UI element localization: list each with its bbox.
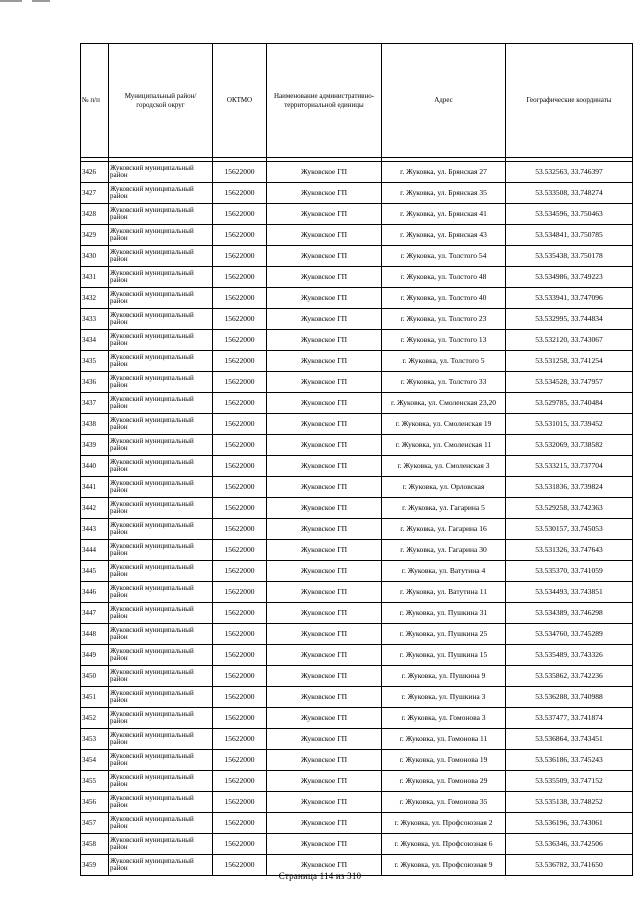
cell-unit: Жуковское ГП (267, 708, 382, 729)
cell-district: Жуковский муниципальный район (109, 393, 213, 414)
cell-oktmo: 15622000 (213, 309, 267, 330)
cell-address: г. Жуковка, ул. Толстого 5 (382, 351, 506, 372)
cell-oktmo: 15622000 (213, 729, 267, 750)
cell-district: Жуковский муниципальный район (109, 750, 213, 771)
header-coords: Географические координаты (506, 44, 633, 158)
cell-district: Жуковский муниципальный район (109, 582, 213, 603)
cell-district: Жуковский муниципальный район (109, 456, 213, 477)
table-row (81, 351, 633, 372)
cell-oktmo: 15622000 (213, 477, 267, 498)
cell-num: 3444 (81, 540, 109, 561)
table-row (81, 540, 633, 561)
cell-unit: Жуковское ГП (267, 771, 382, 792)
cell-coords: 53.531015, 33.739452 (506, 414, 633, 435)
cell-unit: Жуковское ГП (267, 498, 382, 519)
cell-coords: 53.533215, 33.737704 (506, 456, 633, 477)
cell-num: 3455 (81, 771, 109, 792)
cell-district: Жуковский муниципальный район (109, 204, 213, 225)
cell-address: г. Жуковка, ул. Толстого 48 (382, 267, 506, 288)
cell-oktmo: 15622000 (213, 540, 267, 561)
cell-num: 3443 (81, 519, 109, 540)
cell-oktmo: 15622000 (213, 498, 267, 519)
table-row (81, 498, 633, 519)
cell-oktmo: 15622000 (213, 582, 267, 603)
cell-coords: 53.533941, 33.747096 (506, 288, 633, 309)
cell-district: Жуковский муниципальный район (109, 477, 213, 498)
header-num: № п/п (81, 44, 109, 158)
cell-num: 3429 (81, 225, 109, 246)
cell-coords: 53.537477, 33.741874 (506, 708, 633, 729)
cell-num: 3436 (81, 372, 109, 393)
cell-address: г. Жуковка, ул. Пушкина 25 (382, 624, 506, 645)
cell-coords: 53.529258, 33.742363 (506, 498, 633, 519)
header-district: Муниципальный район/городской округ (109, 44, 213, 158)
cell-unit: Жуковское ГП (267, 204, 382, 225)
cell-district: Жуковский муниципальный район (109, 540, 213, 561)
cell-address: г. Жуковка, ул. Смоленская 23,20 (382, 393, 506, 414)
cell-coords: 53.535438, 33.750178 (506, 246, 633, 267)
cell-oktmo: 15622000 (213, 372, 267, 393)
cell-oktmo: 15622000 (213, 519, 267, 540)
cell-coords: 53.532995, 33.744834 (506, 309, 633, 330)
cell-num: 3437 (81, 393, 109, 414)
cell-coords: 53.531258, 33.741254 (506, 351, 633, 372)
cell-address: г. Жуковка, ул. Толстого 54 (382, 246, 506, 267)
table-row (81, 792, 633, 813)
cell-address: г. Жуковка, ул. Пушкина 31 (382, 603, 506, 624)
registry-table (80, 43, 633, 876)
cell-address: г. Жуковка, ул. Брянская 35 (382, 183, 506, 204)
cell-district: Жуковский муниципальный район (109, 792, 213, 813)
cell-district: Жуковский муниципальный район (109, 435, 213, 456)
cell-oktmo: 15622000 (213, 183, 267, 204)
cell-oktmo: 15622000 (213, 750, 267, 771)
cell-num: 3447 (81, 603, 109, 624)
cell-coords: 53.534760, 33.745289 (506, 624, 633, 645)
cell-coords: 53.535138, 33.748252 (506, 792, 633, 813)
cell-oktmo: 15622000 (213, 708, 267, 729)
cell-address: г. Жуковка, ул. Смоленская 11 (382, 435, 506, 456)
cell-district: Жуковский муниципальный район (109, 729, 213, 750)
table-row (81, 519, 633, 540)
cell-oktmo: 15622000 (213, 813, 267, 834)
cell-coords: 53.532120, 33.743067 (506, 330, 633, 351)
cell-district: Жуковский муниципальный район (109, 603, 213, 624)
cell-coords: 53.534528, 33.747957 (506, 372, 633, 393)
cell-address: г. Жуковка, ул. Толстого 40 (382, 288, 506, 309)
cell-district: Жуковский муниципальный район (109, 225, 213, 246)
cell-coords: 53.531326, 33.747643 (506, 540, 633, 561)
cell-address: г. Жуковка, ул. Профсоюзная 9 (382, 855, 506, 876)
cell-district: Жуковский муниципальный район (109, 267, 213, 288)
cell-oktmo: 15622000 (213, 288, 267, 309)
cell-num: 3428 (81, 204, 109, 225)
cell-coords: 53.534389, 33.746298 (506, 603, 633, 624)
cell-district: Жуковский муниципальный район (109, 624, 213, 645)
table-row (81, 750, 633, 771)
cell-coords: 53.536782, 33.741650 (506, 855, 633, 876)
cell-num: 3450 (81, 666, 109, 687)
cell-num: 3449 (81, 645, 109, 666)
header-unit: Наименование административно-территориальной единицы (267, 44, 382, 158)
cell-num: 3439 (81, 435, 109, 456)
cell-unit: Жуковское ГП (267, 645, 382, 666)
cell-district: Жуковский муниципальный район (109, 309, 213, 330)
table-row (81, 435, 633, 456)
table-row (81, 162, 633, 183)
cell-num: 3456 (81, 792, 109, 813)
cell-num: 3453 (81, 729, 109, 750)
cell-unit: Жуковское ГП (267, 351, 382, 372)
cell-unit: Жуковское ГП (267, 855, 382, 876)
cell-unit: Жуковское ГП (267, 603, 382, 624)
cell-address: г. Жуковка, ул. Смоленская 3 (382, 456, 506, 477)
cell-district: Жуковский муниципальный район (109, 855, 213, 876)
table-row (81, 225, 633, 246)
cell-num: 3427 (81, 183, 109, 204)
cell-num: 3431 (81, 267, 109, 288)
cell-district: Жуковский муниципальный район (109, 288, 213, 309)
table-row (81, 834, 633, 855)
cell-address: г. Жуковка, ул. Гомонова 29 (382, 771, 506, 792)
cell-unit: Жуковское ГП (267, 834, 382, 855)
table-row (81, 582, 633, 603)
cell-num: 3448 (81, 624, 109, 645)
cell-oktmo: 15622000 (213, 435, 267, 456)
cell-oktmo: 15622000 (213, 834, 267, 855)
cell-address: г. Жуковка, ул. Профсоюзная 2 (382, 813, 506, 834)
cell-coords: 53.534493, 33.743851 (506, 582, 633, 603)
cell-unit: Жуковское ГП (267, 519, 382, 540)
cell-oktmo: 15622000 (213, 225, 267, 246)
cell-district: Жуковский муниципальный район (109, 246, 213, 267)
cell-oktmo: 15622000 (213, 351, 267, 372)
cell-coords: 53.531836, 33.739824 (506, 477, 633, 498)
table-row (81, 393, 633, 414)
table-row (81, 204, 633, 225)
cell-address: г. Жуковка, ул. Гомонова 3 (382, 708, 506, 729)
table-row (81, 414, 633, 435)
cell-address: г. Жуковка, ул. Ватутина 11 (382, 582, 506, 603)
cell-coords: 53.535489, 33.743326 (506, 645, 633, 666)
cell-num: 3440 (81, 456, 109, 477)
cell-oktmo: 15622000 (213, 624, 267, 645)
table-row (81, 603, 633, 624)
cell-address: г. Жуковка, ул. Толстого 13 (382, 330, 506, 351)
cell-unit: Жуковское ГП (267, 624, 382, 645)
table-row (81, 624, 633, 645)
cell-oktmo: 15622000 (213, 666, 267, 687)
cell-unit: Жуковское ГП (267, 435, 382, 456)
table-body (81, 158, 633, 876)
cell-coords: 53.529785, 33.740484 (506, 393, 633, 414)
cell-oktmo: 15622000 (213, 603, 267, 624)
cell-num: 3433 (81, 309, 109, 330)
cell-unit: Жуковское ГП (267, 477, 382, 498)
cell-oktmo: 15622000 (213, 414, 267, 435)
cell-district: Жуковский муниципальный район (109, 708, 213, 729)
cell-oktmo: 15622000 (213, 246, 267, 267)
cell-address: г. Жуковка, ул. Гомонова 19 (382, 750, 506, 771)
cell-coords: 53.534596, 33.750463 (506, 204, 633, 225)
cell-unit: Жуковское ГП (267, 582, 382, 603)
cell-coords: 53.536196, 33.743061 (506, 813, 633, 834)
cell-unit: Жуковское ГП (267, 309, 382, 330)
table-row (81, 477, 633, 498)
cell-unit: Жуковское ГП (267, 813, 382, 834)
cell-unit: Жуковское ГП (267, 393, 382, 414)
cell-unit: Жуковское ГП (267, 687, 382, 708)
cell-district: Жуковский муниципальный район (109, 519, 213, 540)
cell-district: Жуковский муниципальный район (109, 666, 213, 687)
cell-address: г. Жуковка, ул. Смоленская 19 (382, 414, 506, 435)
table-row (81, 666, 633, 687)
cell-oktmo: 15622000 (213, 267, 267, 288)
cell-coords: 53.533508, 33.748274 (506, 183, 633, 204)
table-row (81, 771, 633, 792)
cell-oktmo: 15622000 (213, 855, 267, 876)
table-row (81, 645, 633, 666)
cell-district: Жуковский муниципальный район (109, 687, 213, 708)
cell-num: 3432 (81, 288, 109, 309)
cell-num: 3451 (81, 687, 109, 708)
table-row (81, 288, 633, 309)
header-oktmo: ОКТМО (213, 44, 267, 158)
cell-oktmo: 15622000 (213, 393, 267, 414)
cell-unit: Жуковское ГП (267, 183, 382, 204)
cell-address: г. Жуковка, ул. Ватутина 4 (382, 561, 506, 582)
cell-num: 3430 (81, 246, 109, 267)
cell-num: 3435 (81, 351, 109, 372)
cell-num: 3442 (81, 498, 109, 519)
cell-address: г. Жуковка, ул. Пушкина 3 (382, 687, 506, 708)
cell-num: 3426 (81, 162, 109, 183)
table-row (81, 708, 633, 729)
cell-oktmo: 15622000 (213, 561, 267, 582)
table-row (81, 267, 633, 288)
cell-num: 3452 (81, 708, 109, 729)
cell-unit: Жуковское ГП (267, 729, 382, 750)
table-row (81, 183, 633, 204)
cell-coords: 53.536346, 33.742506 (506, 834, 633, 855)
cell-num: 3445 (81, 561, 109, 582)
cell-address: г. Жуковка, ул. Гагарина 30 (382, 540, 506, 561)
cell-coords: 53.532069, 33.738582 (506, 435, 633, 456)
table-row (81, 330, 633, 351)
cell-unit: Жуковское ГП (267, 330, 382, 351)
cell-unit: Жуковское ГП (267, 372, 382, 393)
cell-address: г. Жуковка, ул. Гагарина 16 (382, 519, 506, 540)
cell-address: г. Жуковка, ул. Гомонова 11 (382, 729, 506, 750)
scan-edge-mark (0, 0, 22, 2)
cell-address: г. Жуковка, ул. Пушкина 15 (382, 645, 506, 666)
cell-district: Жуковский муниципальный район (109, 414, 213, 435)
cell-address: г. Жуковка, ул. Брянская 41 (382, 204, 506, 225)
cell-oktmo: 15622000 (213, 204, 267, 225)
cell-oktmo: 15622000 (213, 330, 267, 351)
table-row (81, 372, 633, 393)
cell-district: Жуковский муниципальный район (109, 330, 213, 351)
page-number: Страница 114 из 310 (278, 871, 362, 881)
cell-num: 3446 (81, 582, 109, 603)
cell-num: 3454 (81, 750, 109, 771)
cell-district: Жуковский муниципальный район (109, 498, 213, 519)
cell-num: 3441 (81, 477, 109, 498)
cell-district: Жуковский муниципальный район (109, 645, 213, 666)
cell-address: г. Жуковка, ул. Брянская 27 (382, 162, 506, 183)
cell-oktmo: 15622000 (213, 162, 267, 183)
cell-address: г. Жуковка, ул. Брянская 43 (382, 225, 506, 246)
table-row (81, 246, 633, 267)
table-row (81, 309, 633, 330)
cell-unit: Жуковское ГП (267, 288, 382, 309)
cell-unit: Жуковское ГП (267, 225, 382, 246)
cell-coords: 53.532563, 33.746397 (506, 162, 633, 183)
cell-coords: 53.535509, 33.747152 (506, 771, 633, 792)
cell-coords: 53.534841, 33.750785 (506, 225, 633, 246)
cell-district: Жуковский муниципальный район (109, 372, 213, 393)
cell-district: Жуковский муниципальный район (109, 183, 213, 204)
cell-unit: Жуковское ГП (267, 792, 382, 813)
table-row (81, 729, 633, 750)
cell-num: 3434 (81, 330, 109, 351)
cell-unit: Жуковское ГП (267, 246, 382, 267)
header-address: Адрес (382, 44, 506, 158)
cell-district: Жуковский муниципальный район (109, 351, 213, 372)
cell-district: Жуковский муниципальный район (109, 162, 213, 183)
cell-address: г. Жуковка, ул. Орловская (382, 477, 506, 498)
cell-address: г. Жуковка, ул. Толстого 23 (382, 309, 506, 330)
cell-address: г. Жуковка, ул. Пушкина 9 (382, 666, 506, 687)
cell-address: г. Жуковка, ул. Гомонова 35 (382, 792, 506, 813)
cell-oktmo: 15622000 (213, 687, 267, 708)
table-row (81, 813, 633, 834)
cell-district: Жуковский муниципальный район (109, 834, 213, 855)
cell-unit: Жуковское ГП (267, 414, 382, 435)
cell-coords: 53.530157, 33.745053 (506, 519, 633, 540)
table-row (81, 456, 633, 477)
cell-coords: 53.536864, 33.743451 (506, 729, 633, 750)
cell-coords: 53.534986, 33.749223 (506, 267, 633, 288)
cell-unit: Жуковское ГП (267, 666, 382, 687)
cell-address: г. Жуковка, ул. Профсоюзная 6 (382, 834, 506, 855)
cell-num: 3457 (81, 813, 109, 834)
cell-num: 3458 (81, 834, 109, 855)
cell-district: Жуковский муниципальный район (109, 561, 213, 582)
cell-unit: Жуковское ГП (267, 540, 382, 561)
cell-unit: Жуковское ГП (267, 561, 382, 582)
table-row (81, 687, 633, 708)
table-header-row (81, 44, 633, 158)
cell-oktmo: 15622000 (213, 645, 267, 666)
cell-oktmo: 15622000 (213, 792, 267, 813)
cell-unit: Жуковское ГП (267, 162, 382, 183)
cell-coords: 53.536288, 33.740988 (506, 687, 633, 708)
cell-coords: 53.535862, 33.742236 (506, 666, 633, 687)
cell-address: г. Жуковка, ул. Толстого 33 (382, 372, 506, 393)
cell-oktmo: 15622000 (213, 771, 267, 792)
cell-num: 3459 (81, 855, 109, 876)
cell-district: Жуковский муниципальный район (109, 813, 213, 834)
cell-coords: 53.535370, 33.741059 (506, 561, 633, 582)
cell-unit: Жуковское ГП (267, 456, 382, 477)
cell-oktmo: 15622000 (213, 456, 267, 477)
cell-coords: 53.536186, 33.745243 (506, 750, 633, 771)
scan-edge-mark (32, 0, 50, 2)
table-row (81, 561, 633, 582)
cell-address: г. Жуковка, ул. Гагарина 5 (382, 498, 506, 519)
cell-unit: Жуковское ГП (267, 750, 382, 771)
cell-num: 3438 (81, 414, 109, 435)
cell-unit: Жуковское ГП (267, 267, 382, 288)
cell-district: Жуковский муниципальный район (109, 771, 213, 792)
